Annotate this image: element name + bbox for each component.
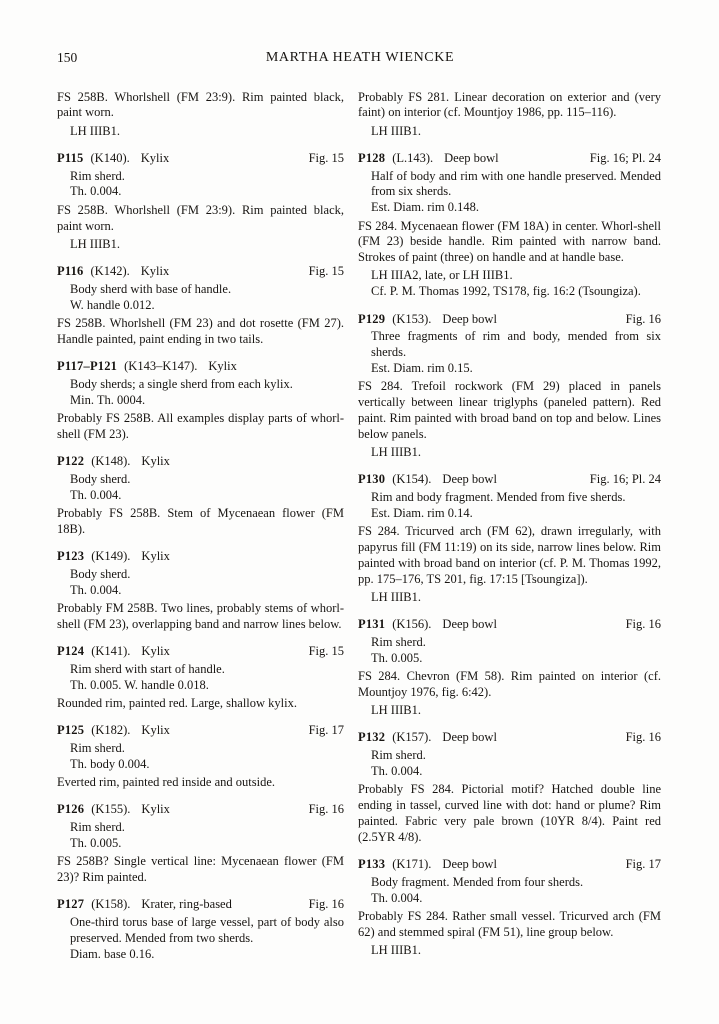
phase-line: LH IIIB1. <box>371 942 421 957</box>
dimension-line: Th. 0.004. <box>70 582 122 597</box>
column-right <box>358 87 661 963</box>
entry-site-id: (K157). <box>392 730 432 745</box>
dimension-line: Rim sherd. <box>371 634 426 649</box>
dimension-line: Th. 0.005. <box>371 650 423 665</box>
entry-figure-ref: Fig. 15 <box>308 644 344 659</box>
entry-figure-ref: Fig. 16 <box>625 617 661 632</box>
dimension-line: Th. 0.004. <box>371 890 423 905</box>
dimension-line: Min. Th. 0004. <box>70 392 146 407</box>
entry-figure-ref: Fig. 15 <box>308 264 344 279</box>
dimension-line: Diam. base 0.16. <box>70 946 155 961</box>
entry-heading <box>57 644 344 660</box>
entry-figure-ref: Fig. 15 <box>308 150 344 165</box>
phase-line: LH IIIB1. <box>371 123 421 138</box>
entry-site-id: (K148). <box>91 454 131 469</box>
entry-heading <box>57 723 344 739</box>
entry-vessel-type: Kylix <box>141 549 170 564</box>
entry-heading <box>57 151 344 167</box>
entry-dimensions <box>358 635 661 667</box>
page-header <box>57 50 663 68</box>
entry-site-id: (K156). <box>392 617 432 632</box>
description-paragraph: Everted rim, painted red inside and outside. <box>57 775 275 790</box>
running-head: MARTHA HEATH WIENCKE <box>265 50 455 65</box>
dimension-line: Body sherd. <box>70 471 131 486</box>
entry-heading <box>57 359 344 375</box>
entry-number: P126 <box>57 802 85 817</box>
description-paragraph: FS 284. Chevron (FM 58). Rim painted on interior (cf. Mountjoy 1976, fig. 6:42). <box>358 669 661 699</box>
dimension-line: Rim sherd. <box>70 741 125 756</box>
entry-heading <box>57 897 344 913</box>
description-paragraph: FS 284. Mycenaean flower (FM 18A) in center. Whorl-shell (FM 23) beside handle. Rim painted with narrow band. Strokes of paint (three) on handle and at handle base. <box>358 218 661 265</box>
dimension-line: One-third torus base of large vessel, part of body also preserved. Mended from two sherds. <box>70 915 344 946</box>
description-paragraph: FS 258B. Whorlshell (FM 23) and dot rosette (FM 27). Handle painted, paint ending in two tails. <box>57 316 344 346</box>
entry-figure-ref: Fig. 16 <box>625 311 661 326</box>
description-paragraph: FS 258B. Whorlshell (FM 23:9). Rim painted black, paint worn. <box>57 89 344 120</box>
entry-dimensions <box>57 820 344 852</box>
dimension-line: Th. 0.005. <box>70 836 122 851</box>
dimension-line: Th. 0.004. <box>70 184 122 199</box>
description-paragraph: Probably FS 258B. All examples display parts of whorl-shell (FM 23). <box>57 411 344 441</box>
dimension-line: Est. Diam. rim 0.148. <box>371 200 479 215</box>
entry-number: P117–P121 <box>57 359 118 374</box>
entry-dimensions <box>358 169 661 216</box>
description-paragraph: FS 258B. Whorlshell (FM 23:9). Rim painted black, paint worn. <box>57 202 344 233</box>
entry-heading <box>358 151 661 167</box>
entry-number: P123 <box>57 549 85 564</box>
description-paragraph: Probably FS 284. Rather small vessel. Tricurved arch (FM 62) and stemmed spiral (FM 51), line group below. <box>358 908 661 939</box>
entry-figure-ref: Fig. 16 <box>308 802 344 817</box>
entry-site-id: (K154). <box>392 472 432 487</box>
phase-line: LH IIIB1. <box>371 703 421 718</box>
entry-vessel-type: Kylix <box>141 802 170 817</box>
entry-heading <box>358 617 661 633</box>
phase-line: LH IIIB1. <box>371 589 421 604</box>
entry-site-id: (K171). <box>392 856 432 871</box>
column-left <box>57 87 344 963</box>
entry-site-id: (K140). <box>90 150 130 165</box>
phase-line: LH IIIB1. <box>70 123 120 138</box>
entry-dimensions <box>57 472 344 504</box>
dimension-line: Body sherds; a single sherd from each kylix. <box>70 376 293 391</box>
entry-number: P115 <box>57 150 84 165</box>
entry-figure-ref: Fig. 16; Pl. 24 <box>589 472 661 487</box>
entry-site-id: (K182). <box>91 723 131 738</box>
entry-vessel-type: Deep bowl <box>442 311 497 326</box>
phase-line: LH IIIB1. <box>371 444 421 459</box>
entry-dimensions <box>358 748 661 780</box>
entry-dimensions <box>358 875 661 907</box>
description-paragraph: Probably FS 284. Pictorial motif? Hatched double line ending in tassel, curved line with dot: hand or plume? Rim painted. Fabric very pale brown (10YR 8/4). Paint red (2.5YR 4/8). <box>358 782 661 844</box>
entry-site-id: (K141). <box>91 644 131 659</box>
entry-number: P129 <box>358 311 386 326</box>
entry-heading <box>57 549 344 565</box>
dimension-line: Th. body 0.004. <box>70 756 150 771</box>
entry-site-id: (K158). <box>91 897 131 912</box>
entry-vessel-type: Deep bowl <box>442 856 497 871</box>
entry-heading <box>57 264 344 280</box>
entry-number: P127 <box>57 897 85 912</box>
entry-number: P131 <box>358 617 386 632</box>
dimension-line: Three fragments of rim and body, mended from six sherds. <box>371 329 661 360</box>
dimension-line: Rim sherd. <box>70 820 125 835</box>
entry-vessel-type: Kylix <box>140 150 170 165</box>
entry-number: P130 <box>358 472 386 487</box>
entry-site-id: (K142). <box>90 264 130 279</box>
description-paragraph: FS 258B? Single vertical line: Mycenaean flower (FM 23)? Rim painted. <box>57 854 344 885</box>
entry-vessel-type: Kylix <box>140 264 170 279</box>
entry-site-id: (K155). <box>91 802 131 817</box>
entry-figure-ref: Fig. 16 <box>308 897 344 912</box>
entry-vessel-type: Kylix <box>141 454 170 469</box>
entry-site-id: (L.143). <box>392 150 434 165</box>
entry-number: P124 <box>57 644 85 659</box>
entry-site-id: (K149). <box>91 549 131 564</box>
entry-heading <box>358 730 661 746</box>
description-paragraph: FS 284. Trefoil rockwork (FM 29) placed in panels vertically between linear triglyphs (paneled pattern). Red paint. Rim painted with broad band on top and below. Lines below panels. <box>358 379 661 441</box>
dimension-line: Rim and body fragment. Mended from five sherds. <box>371 490 626 505</box>
entry-number: P116 <box>57 264 84 279</box>
phase-line: LH IIIA2, late, or LH IIIB1. <box>371 268 513 283</box>
entry-figure-ref: Fig. 17 <box>308 723 344 738</box>
entry-vessel-type: Deep bowl <box>442 472 497 487</box>
entry-figure-ref: Fig. 17 <box>625 856 661 871</box>
entry-number: P125 <box>57 723 85 738</box>
description-paragraph: Probably FS 281. Linear decoration on exterior and (very faint) on interior (cf. Mountjoy 1986, pp. 115–116). <box>358 89 661 120</box>
entry-vessel-type: Kylix <box>141 723 170 738</box>
entry-number: P133 <box>358 856 386 871</box>
entry-number: P128 <box>358 150 386 165</box>
two-column-layout <box>57 87 663 963</box>
dimension-line: Body fragment. Mended from four sherds. <box>371 874 584 889</box>
entry-heading <box>358 857 661 873</box>
phase-line: LH IIIB1. <box>70 236 120 251</box>
entry-vessel-type: Krater, ring-based <box>141 897 232 912</box>
dimension-line: Rim sherd. <box>70 168 125 183</box>
entry-vessel-type: Kylix <box>141 644 170 659</box>
description-paragraph: FS 284. Tricurved arch (FM 62), drawn irregularly, with papyrus fill (FM 11:19) on its side, narrow lines below. Rim painted with broad band on interior (cf. P. M. Thomas 1992, pp. 175–176, TS 201, fig. 17:15 [Tsoungiza]). <box>358 524 661 586</box>
entry-heading <box>57 454 344 470</box>
dimension-line: Est. Diam. rim 0.15. <box>371 360 473 375</box>
entry-dimensions <box>57 662 344 694</box>
entry-site-id: (K143–K147). <box>124 359 198 374</box>
entry-heading <box>57 802 344 818</box>
entry-number: P132 <box>358 730 386 745</box>
dimension-line: Th. 0.005. W. handle 0.018. <box>70 677 209 692</box>
entry-dimensions <box>57 567 344 599</box>
dimension-line: Body sherd. <box>70 566 131 581</box>
entry-dimensions <box>57 377 344 409</box>
entry-vessel-type: Kylix <box>208 359 237 374</box>
reference-line: Cf. P. M. Thomas 1992, TS178, fig. 16:2 (Tsoungiza). <box>371 284 641 299</box>
entry-figure-ref: Fig. 16 <box>625 730 661 745</box>
entry-dimensions <box>57 741 344 773</box>
dimension-line: Body sherd with base of handle. <box>70 281 232 296</box>
entry-vessel-type: Deep bowl <box>442 730 497 745</box>
entry-dimensions <box>358 329 661 376</box>
description-paragraph: Probably FM 258B. Two lines, probably stems of whorl-shell (FM 23), overlapping band and narrow lines below. <box>57 601 344 631</box>
entry-heading <box>358 312 661 328</box>
entry-dimensions <box>57 915 344 962</box>
description-paragraph: Rounded rim, painted red. Large, shallow kylix. <box>57 696 297 710</box>
entry-dimensions <box>57 282 344 314</box>
dimension-line: Rim sherd. <box>371 748 426 763</box>
dimension-line: Est. Diam. rim 0.14. <box>371 505 473 520</box>
page-number: 150 <box>57 50 78 65</box>
entry-heading <box>358 472 661 488</box>
dimension-line: Th. 0.004. <box>371 763 423 778</box>
entry-dimensions <box>358 490 661 522</box>
entry-vessel-type: Deep bowl <box>442 617 497 632</box>
description-paragraph: Probably FS 258B. Stem of Mycenaean flower (FM 18B). <box>57 506 344 536</box>
entry-vessel-type: Deep bowl <box>444 150 499 165</box>
entry-site-id: (K153). <box>392 311 432 326</box>
entry-dimensions <box>57 169 344 201</box>
dimension-line: Th. 0.004. <box>70 487 122 502</box>
entry-number: P122 <box>57 454 85 469</box>
entry-figure-ref: Fig. 16; Pl. 24 <box>589 150 661 165</box>
dimension-line: W. handle 0.012. <box>70 297 155 312</box>
dimension-line: Rim sherd with start of handle. <box>70 661 225 676</box>
dimension-line: Half of body and rim with one handle preserved. Mended from six sherds. <box>371 168 661 199</box>
